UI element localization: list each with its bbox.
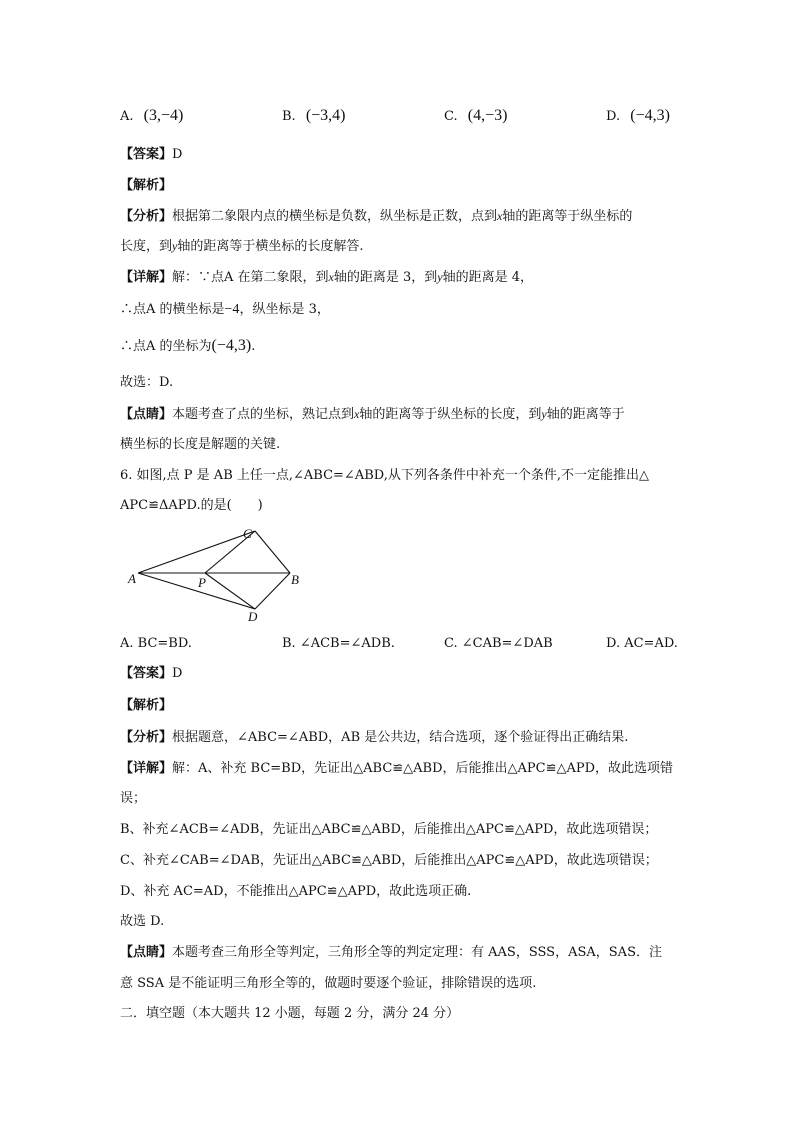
y-variable: y (437, 270, 443, 284)
text: ，纵坐标是 3， (239, 302, 330, 317)
q5-dianjing-line1 (120, 405, 625, 424)
option-letter: B. (282, 109, 296, 124)
answer-value: D (172, 147, 183, 162)
analysis-label: 【解析】 (120, 698, 173, 713)
q5-option-b (282, 107, 346, 126)
label-d: D (248, 609, 258, 624)
q6-detail-line3 (120, 852, 658, 870)
option-letter: A. (120, 109, 134, 124)
x-variable: x (354, 407, 360, 421)
answer-label: 【答案】 (120, 666, 173, 681)
segment-pd (205, 573, 255, 609)
fenxi-label: 【分析】 (120, 209, 173, 224)
text: 意 SSA 是不能证明三角形全等的，做题时要逐个验证，排除错误的选项. (120, 976, 537, 991)
q5-option-d (606, 107, 670, 126)
option-value: (−3,4) (305, 107, 346, 124)
text: 解：A、补充 BC=BD，先证出△ABC≌△ABD，后能推出△APC≌△APD，故此选项错 (172, 761, 674, 776)
q5-detail-line1 (120, 268, 533, 287)
x-variable: x (497, 209, 503, 223)
q5-option-c (444, 107, 507, 126)
text: APC≌ΔAPD.的是( ) (120, 498, 263, 513)
text: . (251, 339, 256, 354)
text: 故选 D. (120, 914, 165, 929)
segment-db (255, 573, 290, 609)
text: 根据第二象限内点的横坐标是负数，纵坐标是正数，点到 (172, 209, 498, 224)
q6-option-b (282, 635, 395, 653)
q6-stem-line2 (120, 497, 263, 515)
label-p: P (198, 575, 206, 590)
dianjing-label: 【点睛】 (120, 407, 173, 422)
q6-fenxi (120, 729, 628, 747)
option-value: (−4,3) (630, 107, 670, 124)
text: 6. 如图,点 P 是 AB 上任一点,∠ABC=∠ABD,从下列各条件中补充一个条件,不一定能推出△ (120, 468, 649, 483)
text: 误； (120, 791, 147, 806)
q5-dianjing-line2 (120, 436, 280, 454)
text: 轴的距离是 4， (442, 270, 534, 285)
math-value: (−4,3) (211, 337, 252, 354)
q5-coord-line1 (120, 301, 330, 319)
text: 轴的距离等于 (546, 407, 625, 422)
option-letter: C. (444, 109, 458, 124)
text: 二．填空题（本大题共 12 小题，每题 2 分，满分 24 分） (120, 1006, 460, 1021)
option-letter: D. (606, 109, 621, 124)
detail-label: 【详解】 (120, 270, 173, 285)
q5-fenxi-line1 (120, 207, 632, 226)
text: C、补充∠CAB=∠DAB，先证出△ABC≌△ABD，后能推出△APC≌△APD，故此选项错误； (120, 853, 658, 868)
answer-value: D (172, 666, 183, 681)
analysis-label: 【解析】 (120, 178, 173, 193)
y-variable: y (172, 239, 178, 253)
dianjing-label: 【点睛】 (120, 945, 173, 960)
label-a: A (128, 571, 136, 586)
detail-label: 【详解】 (120, 761, 173, 776)
q5-choose (120, 374, 173, 392)
label-b: B (291, 572, 299, 587)
text: 本题考查三角形全等判定，三角形全等的判定定理：有 AAS，SSS，ASA，SAS．注 (172, 945, 662, 960)
q6-detail-line2 (120, 821, 657, 839)
q6-option-c (444, 635, 553, 653)
q6-dianjing-line1 (120, 944, 662, 962)
q6-detail-line1b (120, 790, 146, 808)
math-value: −4 (224, 302, 240, 317)
text: 轴的距离等于纵坐标的长度，到 (359, 407, 542, 422)
q5-coord-line2 (120, 337, 255, 356)
option-text: A. BC=BD. (120, 636, 192, 651)
answer-label: 【答案】 (120, 147, 173, 162)
q6-dianjing-line2 (120, 975, 536, 993)
q6-stem-line1 (120, 467, 649, 485)
text: ∴点A 的横坐标是 (120, 302, 225, 317)
q5-option-a (120, 107, 183, 126)
segment-cb (255, 531, 290, 573)
geometry-figure (118, 520, 318, 625)
q6-option-d (606, 635, 678, 653)
text: 轴的距离是 3，到 (333, 270, 438, 285)
fenxi-label: 【分析】 (120, 730, 173, 745)
q6-detail-line4 (120, 883, 471, 901)
text: B、补充∠ACB=∠ADB，先证出△ABC≌△ABD，后能推出△APC≌△APD，故此选项错误； (120, 822, 658, 837)
text: 长度，到 (120, 239, 173, 254)
text: 横坐标的长度是解题的关键. (120, 437, 281, 452)
q6-analysis-heading (120, 697, 172, 715)
text: 根据题意，∠ABC=∠ABD，AB 是公共边，结合选项，逐个验证得出正确结果. (172, 730, 629, 745)
q6-detail-line1 (120, 760, 673, 778)
text: 故选：D. (120, 375, 174, 390)
option-value: (4,−3) (467, 107, 508, 124)
text: 轴的距离等于横坐标的长度解答. (177, 239, 364, 254)
q6-choose (120, 913, 164, 931)
text: 本题考查了点的坐标，熟记点到 (172, 407, 355, 422)
q6-answer (120, 665, 182, 683)
segment-ad (138, 573, 255, 609)
text: ∴点A 的坐标为 (120, 339, 212, 354)
q5-answer (120, 146, 182, 164)
text: D、补充 AC=AD，不能推出△APC≌△APD，故此选项正确. (120, 884, 472, 899)
y-variable: y (541, 407, 547, 421)
q5-analysis-heading (120, 177, 172, 195)
option-value: (3,−4) (143, 107, 184, 124)
option-text: D. AC=AD. (606, 636, 678, 651)
section-2-heading (120, 1005, 459, 1023)
segment-ac (138, 531, 255, 573)
text: 解：∵点A 在第二象限，到 (172, 270, 329, 285)
option-text: B. ∠ACB=∠ADB. (282, 636, 395, 651)
text: 轴的距离等于纵坐标的 (502, 209, 633, 224)
label-c: C (243, 526, 252, 541)
x-variable: x (328, 270, 334, 284)
q6-option-a (120, 635, 192, 653)
option-text: C. ∠CAB=∠DAB (444, 636, 553, 651)
q5-fenxi-line2 (120, 237, 363, 256)
